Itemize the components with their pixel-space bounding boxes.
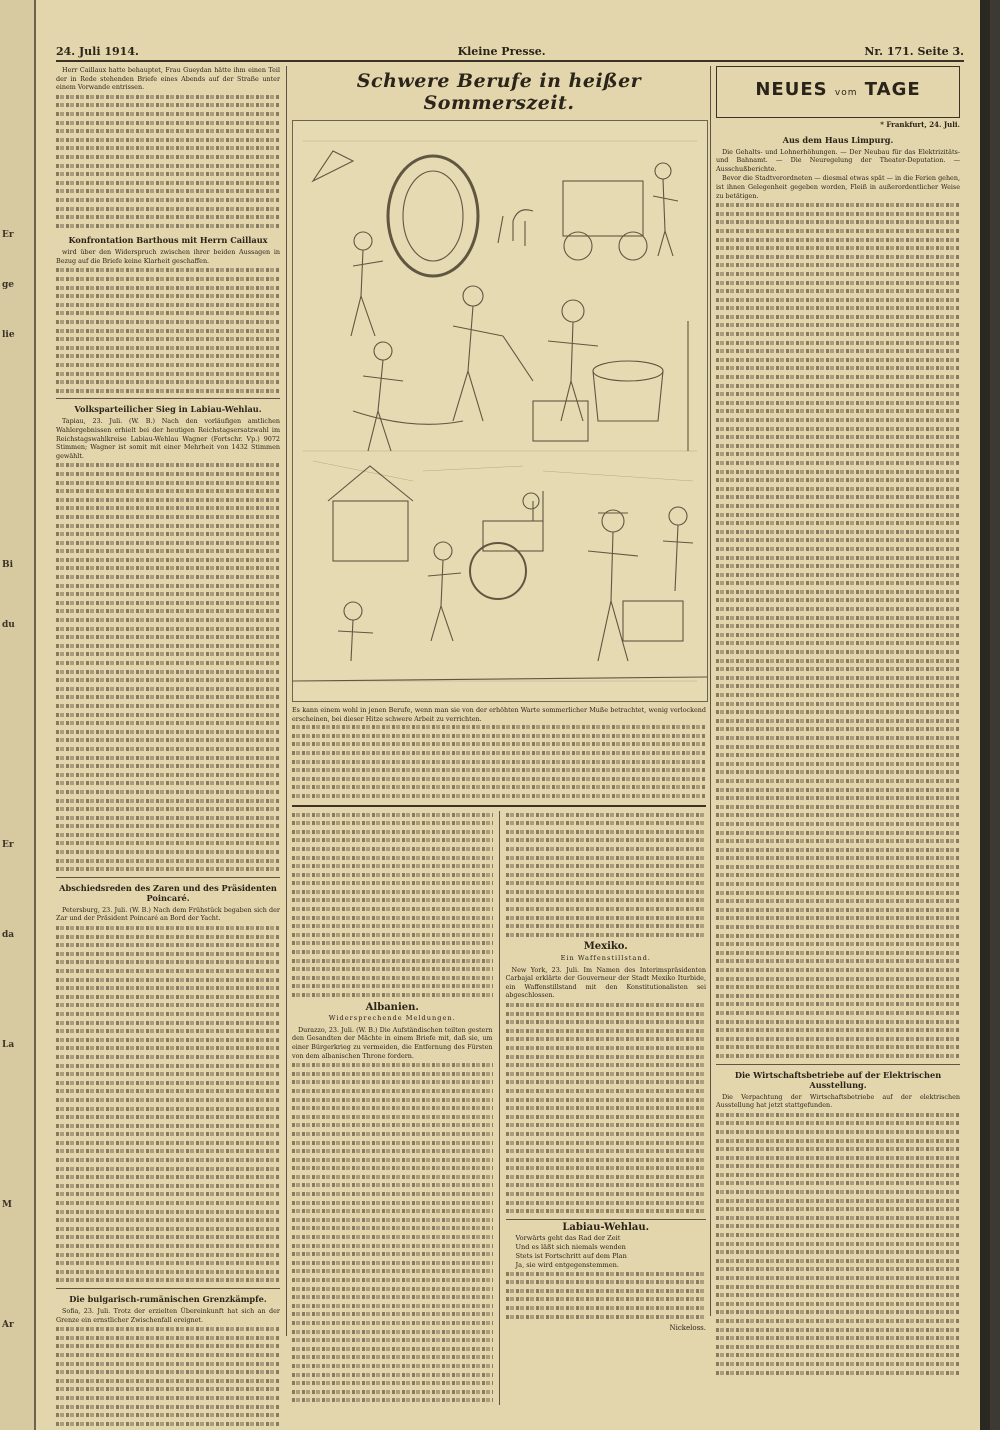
middle-subcolumns — [292, 811, 706, 1405]
header-issue: Nr. 171. Seite 3. — [864, 44, 964, 58]
poem-signature: Nickeloss. — [669, 1324, 706, 1333]
edge-fragment: M — [2, 1200, 12, 1210]
page-right-edge — [980, 0, 990, 1430]
engraving-illustration — [292, 120, 708, 702]
article-text: Die Verpachtung der Wirtschaftsbetriebe auf der elektrischen Ausstellung hat jetzt stattgefunden. — [716, 1092, 960, 1110]
header-paper-name: Kleine Presse. — [457, 44, 546, 58]
column-rule — [499, 811, 500, 1405]
article-headline: Abschiedsreden des Zaren und des Präsidenten Poincaré. — [59, 882, 277, 903]
edge-fragment: Er — [2, 840, 14, 850]
column-4 — [716, 66, 960, 1377]
article-summary: Die Gehalts- und Lohnerhöhungen. — Der Neubau für das Elektrizitäts- und Bahnamt. — Die Neuregelung der Theater-Deputation. — Ausschußberichte. — [716, 147, 960, 173]
article-headline: Aus dem Haus Limpurg. — [782, 134, 894, 145]
middle-section — [292, 66, 706, 1405]
workers-engraving — [293, 121, 707, 701]
header-rule — [56, 60, 964, 62]
article-headline: Labiau-Wehlau. — [562, 1221, 650, 1233]
article-headline: Mexiko. — [583, 941, 628, 953]
article-headline: Die bulgarisch-rumänischen Grenzkämpfe. — [69, 1293, 267, 1304]
poem-line: Ja, sie wird entgegenstemmen. — [515, 1260, 619, 1269]
article-text: Sofia, 23. Juli. Trotz der erzielten Übereinkunft hat sich an der Grenze ein ernstlicher Zwischenfall ereignet. — [56, 1306, 280, 1324]
article-text: Petersburg, 23. Juli. (W. B.) Nach dem Frühstück begaben sich der Zar und der Präsident Poincaré an Bord der Yacht. — [56, 905, 280, 923]
poem-line: Vorwärts geht das Rad der Zeit — [515, 1234, 621, 1243]
subcolumn-left — [292, 811, 493, 1405]
dateline: * Frankfurt, 24. Juli. — [880, 120, 960, 129]
article-text: Herr Caillaux hatte behauptet, Frau Gueydan hätte ihm einen Teil der in Rede stehenden Briefe eines Abends auf der Straße unter einem Vorwande entrissen. — [56, 66, 280, 92]
article-text: Tapiau, 23. Juli. (W. B.) Nach den vorläufigen amtlichen Wahlergebnissen erhielt bei der heutigen Reichstagsersatzwahl im Reichstagswahlkreise Labiau-Wehlau Wagner (Fortschr. Vp.) 9072 Stimmen; Wagner ist somit mit einer Mehrheit von 1432 Stimmen gewählt. — [56, 417, 280, 460]
neues-vom-tage-masthead — [716, 66, 960, 118]
newspaper-page — [36, 0, 990, 1430]
column-1 — [56, 66, 280, 1428]
poem-line: Stets ist Fortschritt auf dem Plan — [515, 1252, 627, 1261]
poem-line: Und es läßt sich niemals wenden — [515, 1243, 626, 1252]
masthead-title: NEUES vom TAGE — [755, 79, 921, 101]
page-header — [56, 44, 964, 58]
edge-fragment: La — [2, 1040, 15, 1050]
feature-title: Schwere Berufe in heißer Sommerszeit. — [356, 70, 642, 114]
subcolumn-right — [506, 811, 707, 1405]
edge-fragment: lie — [2, 330, 15, 340]
column-rule — [710, 66, 711, 1316]
section-rule — [292, 805, 706, 807]
article-headline: Albanien. — [365, 1001, 419, 1013]
article-text: Durazzo, 23. Juli. (W. B.) Die Aufständischen teilten gestern den Gesandten der Mächte in einem Briefe mit, daß sie, um einer Bürgerkrieg zu vermeiden, die Entfernung des Fürsten von dem albanischen Throne fordern. — [292, 1025, 493, 1060]
edge-fragment: Bi — [2, 560, 14, 570]
article-text: Bevor die Stadtverordneten — diesmal etwas spät — in die Ferien gehen, ist ihnen Gelegenheit gegeben worden, Fleiß in außerordentlicher Weise zu betätigen. — [716, 174, 960, 200]
caption-text: Es kann einem wohl in jenen Berufe, wenn man sie von der erhöhten Warte sommerlicher Muße betrachtet, wenig verlockend erscheinen, bei dieser Hitze schwere Arbeit zu verrichten. — [292, 706, 706, 723]
edge-fragment: ge — [2, 280, 15, 290]
feature-caption — [292, 706, 706, 801]
header-date: 24. Juli 1914. — [56, 44, 139, 58]
edge-fragment: Er — [2, 230, 14, 240]
article-headline: Die Wirtschaftsbetriebe auf der Elektrischen Ausstellung. — [734, 1069, 942, 1090]
article-text: New York, 23. Juli. Im Namen des Interimspräsidenten Carbajal erklärte der Gouverneur der Stadt Mexiko Iturbide, ein Waffenstillstand mit den Konstitutionalisten sei abgeschlossen. — [505, 965, 706, 1000]
edge-fragment: du — [2, 620, 15, 630]
article-subheadline: Widersprechende Meldungen. — [328, 1014, 456, 1023]
edge-fragment: Ar — [2, 1320, 14, 1330]
column-rule — [286, 66, 287, 1336]
article-headline: Konfrontation Barthous mit Herrn Caillaux — [68, 235, 268, 246]
adjacent-page-edge — [0, 0, 36, 1430]
article-subheadline: Ein Waffenstillstand. — [560, 954, 651, 963]
article-headline: Volksparteilicher Sieg in Labiau-Wehlau. — [74, 404, 262, 415]
poem — [506, 1234, 707, 1269]
article-text: wird über den Widerspruch zwischen ihrer beiden Aussagen in Bezug auf die Briefe keine Klarheit geschaffen. — [56, 248, 280, 265]
edge-fragment: da — [2, 930, 15, 940]
